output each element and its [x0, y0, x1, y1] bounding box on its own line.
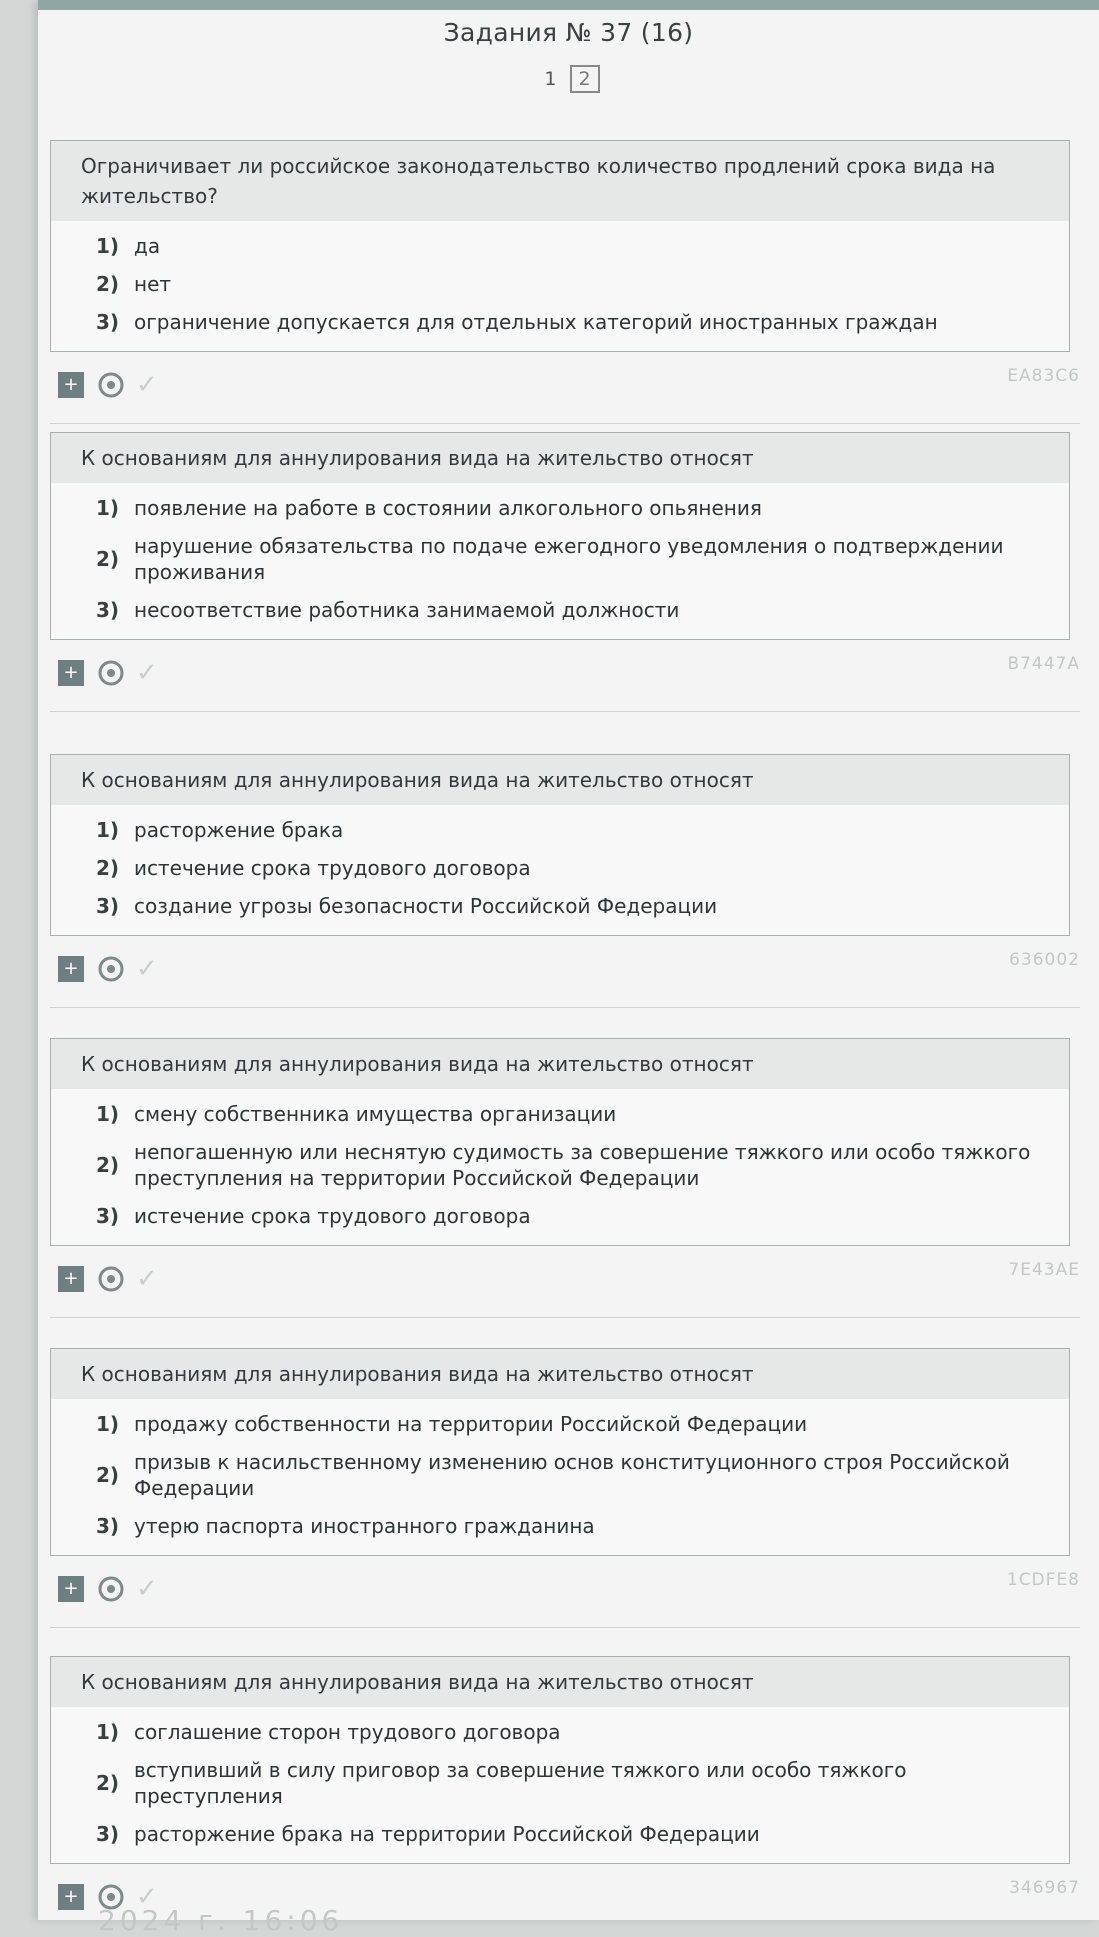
question-text: К основаниям для аннулирования вида на жительство относят	[51, 1039, 1069, 1089]
option-text: появление на работе в состоянии алкогольного опьянения	[134, 496, 762, 520]
divider	[50, 1007, 1080, 1008]
page-link-2[interactable]: 2	[570, 65, 600, 93]
answer-option-2[interactable]	[96, 265, 1049, 303]
option-number: 2)	[96, 1463, 120, 1487]
option-text: истечение срока трудового договора	[134, 856, 531, 880]
top-bar	[38, 0, 1099, 10]
plus-icon[interactable]: +	[58, 1576, 84, 1602]
question-toolbar	[50, 654, 1080, 694]
page-link-1[interactable]: 1	[544, 68, 557, 90]
option-number: 3)	[96, 894, 120, 918]
option-number: 1)	[96, 818, 120, 842]
option-text: призыв к насильственному изменению основ конституционного строя Российской Федерации	[134, 1450, 1010, 1500]
check-icon[interactable]: ✓	[136, 1574, 158, 1604]
eye-icon[interactable]	[96, 1266, 126, 1292]
answer-option-2[interactable]	[96, 849, 1049, 887]
plus-icon[interactable]: +	[58, 956, 84, 982]
question-text: К основаниям для аннулирования вида на жительство относят	[51, 1349, 1069, 1399]
option-number: 3)	[96, 1204, 120, 1228]
answer-option-1[interactable]	[96, 1405, 1049, 1443]
question-toolbar	[50, 1260, 1080, 1300]
question-id: 636002	[1009, 950, 1080, 970]
option-number: 3)	[96, 598, 120, 622]
divider	[50, 423, 1080, 424]
answer-options	[51, 483, 1069, 639]
question-box	[50, 1038, 1070, 1246]
answer-options	[51, 1707, 1069, 1863]
answer-options	[51, 221, 1069, 351]
option-text: расторжение брака на территории Российской Федерации	[134, 1822, 760, 1846]
question-box	[50, 432, 1070, 640]
question-text: К основаниям для аннулирования вида на жительство относят	[51, 1657, 1069, 1707]
option-text: продажу собственности на территории Российской Федерации	[134, 1412, 808, 1436]
answer-option-3[interactable]	[96, 591, 1049, 629]
answer-option-1[interactable]	[96, 1713, 1049, 1751]
answer-options	[51, 1089, 1069, 1245]
answer-option-2[interactable]	[96, 1133, 1049, 1197]
question-box	[50, 1656, 1070, 1864]
answer-option-3[interactable]	[96, 1815, 1049, 1853]
question-card	[50, 140, 1080, 406]
question-id: EA83C6	[1007, 366, 1080, 386]
option-number: 1)	[96, 234, 120, 258]
option-number: 2)	[96, 547, 120, 571]
question-card	[50, 1348, 1080, 1610]
option-text: ограничение допускается для отдельных категорий иностранных граждан	[134, 310, 938, 334]
answer-option-3[interactable]	[96, 303, 1049, 341]
plus-icon[interactable]: +	[58, 660, 84, 686]
divider	[50, 1627, 1080, 1628]
plus-icon[interactable]: +	[58, 1884, 84, 1910]
option-number: 3)	[96, 1822, 120, 1846]
answer-options	[51, 1399, 1069, 1555]
answer-option-2[interactable]	[96, 1751, 1049, 1815]
plus-icon[interactable]: +	[58, 1266, 84, 1292]
answer-option-3[interactable]	[96, 1507, 1049, 1545]
option-text: несоответствие работника занимаемой должности	[134, 598, 680, 622]
option-number: 1)	[96, 496, 120, 520]
question-toolbar	[50, 1570, 1080, 1610]
answer-option-2[interactable]	[96, 527, 1049, 591]
question-box	[50, 754, 1070, 936]
answer-option-2[interactable]	[96, 1443, 1049, 1507]
question-id: 1CDFE8	[1006, 1570, 1080, 1590]
option-text: истечение срока трудового договора	[134, 1204, 531, 1228]
question-card	[50, 432, 1080, 694]
option-text: нарушение обязательства по подаче ежегодного уведомления о подтверждении проживания	[134, 534, 1004, 584]
option-text: расторжение брака	[134, 818, 344, 842]
question-text: Ограничивает ли российское законодательство количество продлений срока вида на жительство?	[51, 141, 1069, 221]
option-text: непогашенную или неснятую судимость за совершение тяжкого или особо тяжкого преступления на территории Российской Федерации	[134, 1140, 1031, 1190]
question-box	[50, 1348, 1070, 1556]
answer-option-1[interactable]	[96, 227, 1049, 265]
question-box	[50, 140, 1070, 352]
page-header	[38, 18, 1099, 93]
question-card	[50, 1038, 1080, 1300]
option-number: 2)	[96, 1153, 120, 1177]
option-number: 1)	[96, 1412, 120, 1436]
plus-icon[interactable]: +	[58, 372, 84, 398]
option-text: да	[134, 234, 161, 258]
option-text: утерю паспорта иностранного гражданина	[134, 1514, 595, 1538]
question-text: К основаниям для аннулирования вида на жительство относят	[51, 433, 1069, 483]
option-text: соглашение сторон трудового договора	[134, 1720, 561, 1744]
question-text: К основаниям для аннулирования вида на жительство относят	[51, 755, 1069, 805]
divider	[50, 711, 1080, 712]
question-toolbar	[50, 366, 1080, 406]
question-card	[50, 1656, 1080, 1918]
check-icon[interactable]: ✓	[136, 954, 158, 984]
footer-clock: 2024 г. 16:06	[98, 1904, 344, 1937]
pager	[38, 65, 1099, 93]
answer-option-1[interactable]	[96, 811, 1049, 849]
option-text: смену собственника имущества организации	[134, 1102, 617, 1126]
answer-option-3[interactable]	[96, 1197, 1049, 1235]
option-number: 3)	[96, 1514, 120, 1538]
check-icon[interactable]: ✓	[136, 658, 158, 688]
question-card	[50, 754, 1080, 990]
option-text: вступивший в силу приговор за совершение тяжкого или особо тяжкого преступления	[134, 1758, 907, 1808]
answer-option-3[interactable]	[96, 887, 1049, 925]
eye-icon[interactable]	[96, 372, 126, 398]
option-number: 2)	[96, 856, 120, 880]
option-number: 1)	[96, 1102, 120, 1126]
option-text: создание угрозы безопасности Российской Федерации	[134, 894, 718, 918]
question-id: 7E43AE	[1008, 1260, 1080, 1280]
eye-icon[interactable]	[96, 1576, 126, 1602]
eye-icon[interactable]	[96, 660, 126, 686]
answer-option-1[interactable]	[96, 1095, 1049, 1133]
page-title: Задания № 37 (16)	[443, 18, 694, 47]
option-text: нет	[134, 272, 172, 296]
option-number: 3)	[96, 310, 120, 334]
divider	[50, 1317, 1080, 1318]
eye-icon[interactable]	[96, 956, 126, 982]
check-icon[interactable]: ✓	[136, 1882, 158, 1912]
option-number: 2)	[96, 272, 120, 296]
option-number: 1)	[96, 1720, 120, 1744]
answer-options	[51, 805, 1069, 935]
page-sheet	[38, 0, 1099, 1937]
question-id: B7447A	[1007, 654, 1080, 674]
check-icon[interactable]: ✓	[136, 370, 158, 400]
answer-option-1[interactable]	[96, 489, 1049, 527]
check-icon[interactable]: ✓	[136, 1264, 158, 1294]
question-id: 346967	[1009, 1878, 1080, 1898]
option-number: 2)	[96, 1771, 120, 1795]
question-toolbar	[50, 950, 1080, 990]
